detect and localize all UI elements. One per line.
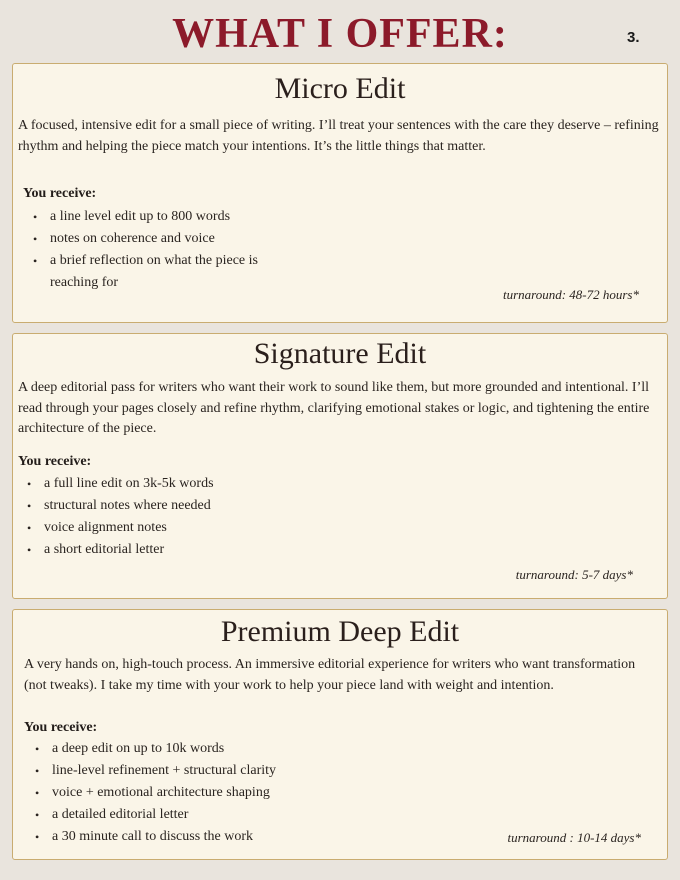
package-card-premium-deep-edit [12,609,668,860]
package-card-micro-edit [12,63,668,323]
feature-item: • structural notes where needed [27,495,427,517]
bullet-icon: • [27,477,32,491]
bullet-icon: • [35,764,40,778]
package-description: A deep editorial pass for writers who want their work to sound like them, but more grounded and intentional. I’ll read through your pages closely and refine rhythm, clarifying emotional stakes or logic, and tightening the entire architecture of the piece. [18,380,650,436]
bullet-icon: • [35,830,40,844]
feature-item: • voice + emotional architecture shaping [35,782,435,804]
bullet-icon: • [35,808,40,822]
feature-item: • a 30 minute call to discuss the work [35,826,435,848]
feature-item: • line-level refinement + structural clarity [35,760,435,782]
receive-label: You receive: [24,720,98,735]
bullet-icon: • [35,742,40,756]
bullet-icon: • [33,232,38,246]
turnaround-note: turnaround: 48-72 hours* [502,287,639,302]
feature-item: • a short editorial letter [27,539,427,561]
feature-item: • notes on coherence and voice [33,228,293,250]
package-title: Signature Edit [253,337,427,370]
feature-item: • a detailed editorial letter [35,804,435,826]
bullet-icon: • [27,499,32,513]
bullet-icon: • [27,521,32,535]
package-title: Premium Deep Edit [220,615,460,648]
bullet-icon: • [33,254,38,268]
receive-label: You receive: [18,454,92,469]
turnaround-note: turnaround : 10-14 days* [507,830,641,845]
package-description: A very hands on, high-touch process. An immersive editorial experience for writers who want transformation (not tweaks). I take my time with your work to help your piece land with weight and intention. [24,657,636,693]
package-card-signature-edit [12,333,668,599]
feature-item: • a full line edit on 3k-5k words [27,473,427,495]
feature-list [33,206,293,294]
receive-label: You receive: [23,186,97,201]
feature-item: • a line level edit up to 800 words [33,206,293,228]
page-title: WHAT I OFFER: [172,11,508,57]
bullet-icon: • [35,786,40,800]
feature-list [35,738,435,848]
feature-list [27,473,427,561]
package-title: Micro Edit [274,72,406,105]
feature-item: • a deep edit on up to 10k words [35,738,435,760]
package-description: A focused, intensive edit for a small piece of writing. I’ll treat your sentences with the care they deserve – refining rhythm and helping the piece match your intentions. It’s the little things that matter. [18,118,659,154]
turnaround-note: turnaround: 5-7 days* [515,567,633,582]
feature-item: • voice alignment notes [27,517,427,539]
bullet-icon: • [27,543,32,557]
feature-item: • a brief reflection on what the piece is reaching for [33,250,293,294]
page-number: 3. [627,29,640,46]
bullet-icon: • [33,210,38,224]
